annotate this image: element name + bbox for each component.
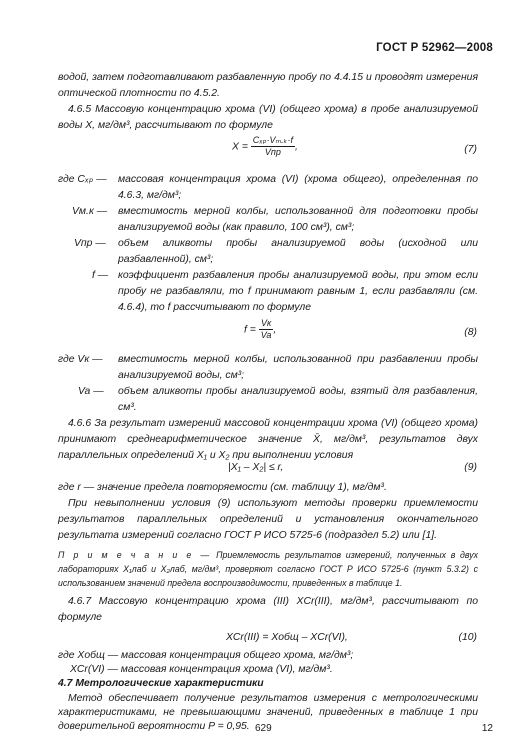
- formula-10-number: (10): [458, 632, 477, 643]
- definition-term: f —: [92, 270, 109, 281]
- formula-7: X = $\frac{\text{Cₓₚ·Vₘ.ₖ·f}}{\text{Vпр}}$ ,: [232, 135, 298, 157]
- formula-8: f = $\frac{Vк}{Va}$ ,: [244, 318, 277, 340]
- note-label: П р и м е ч а н и е —: [58, 550, 212, 560]
- definition-term: Vпр —: [74, 238, 106, 249]
- paragraph-4-6-7: 4.6.7 Массовую концентрацию хрома (III) XCr(III), мг/дм³, рассчитывают по формуле: [58, 596, 478, 623]
- formula-7-lhs: X =: [232, 141, 251, 153]
- formula-7-fraction: [251, 135, 295, 158]
- section-4-7-heading: 4.7 Метрологические характеристики: [58, 678, 264, 689]
- page-number-right: 12: [481, 723, 493, 734]
- definition-term: где Vк —: [58, 354, 103, 365]
- definition-x-total: где Xобщ — массовая концентрация общего хрома, мг/дм³;: [58, 650, 354, 661]
- formula-10: XCr(III) = Xобщ – XCr(VI),: [226, 632, 348, 643]
- formula-7-denominator: Vпр: [264, 147, 281, 157]
- formula-8-numerator: Vк: [260, 318, 272, 328]
- formula-8-number: (8): [464, 327, 477, 338]
- formula-8-fraction: [259, 318, 274, 341]
- paragraph-4-6-5: 4.6.5 Массовую концентрацию хрома (VI) (общего хрома) в пробе анализируемой воды X, мг/дм³, рассчитывают по формуле: [58, 104, 478, 131]
- definition-term: Va —: [78, 386, 104, 397]
- formula-7-numerator: Cₓₚ·Vₘ.ₖ·f: [252, 135, 293, 145]
- definition-text: вместимость мерной колбы, использованной для подготовки пробы анализируемой воды (как правило, 100 см³), см³;: [118, 206, 478, 233]
- formula-8-lhs: f =: [244, 324, 259, 336]
- definition-text: объем аликвоты пробы анализируемой воды (исходной или разбавленной), см³;: [118, 238, 478, 265]
- definition-x-cr-vi: XCr(VI) — массовая концентрация хрома (VI), мг/дм³.: [70, 664, 333, 675]
- note-text: Приемлемость результатов измерений, полученных в двух лабораториях X₁лаб и X₂лаб, мг/дм³, проверяют согласно ГОСТ Р ИСО 5725-6 (пункт 5.3.2) с использованием значений предела воспроизводимости, приведенных в таблице 1.: [58, 550, 478, 588]
- definition-term: где Cₓₚ —: [58, 174, 107, 185]
- paragraph-r-definition: где r — значение предела повторяемости (см. таблицу 1), мг/дм³.: [58, 482, 387, 493]
- paragraph-condition-failure: При невыполнении условия (9) используют методы проверки приемлемости результатов параллельных определений и установления окончательного результата измерений согласно ГОСТ Р ИСО 5725-6 (подраздел 5.2) или [1].: [58, 498, 478, 541]
- paragraph-4-6-6: 4.6.6 За результат измерений массовой концентрации хрома (VI) (общего хрома) принимают среднеарифметическое значение X̄, мг/дм³, результатов двух параллельных определений X₁ и X₂ при выполнении условия: [58, 418, 478, 461]
- paragraph-continuation: водой, затем подготавливают разбавленную пробу по 4.4.15 и проводят измерения оптической плотности по 4.5.2.: [58, 72, 478, 99]
- formula-8-denominator: Va: [260, 330, 272, 340]
- formula-9-number: (9): [464, 462, 477, 473]
- definition-text: массовая концентрация хрома (VI) (хрома общего), определенная по 4.6.3, мг/дм³;: [118, 174, 478, 201]
- note-block: [58, 548, 478, 590]
- definition-text: объем аликвоты пробы анализируемой воды, взятый для разбавления, см³.: [118, 386, 478, 413]
- definition-term: Vм.к —: [72, 206, 108, 217]
- formula-7-number: (7): [464, 144, 477, 155]
- paragraph-4-7: Метод обеспечивает получение результатов измерения с метрологическими характеристиками, не превышающими значений, приведенных в таблице 1 при доверительной вероятности P = 0,95.: [58, 693, 478, 732]
- formula-9: |X₁ – X₂| ≤ r,: [228, 462, 284, 473]
- document-header: ГОСТ Р 52962—2008: [376, 42, 493, 54]
- page-number-center: 629: [255, 723, 272, 734]
- definition-text: вместимость мерной колбы, использованной при разбавлении пробы анализируемой воды, см³;: [118, 354, 478, 381]
- definition-text: коэффициент разбавления пробы анализируемой воды, при этом если пробу не разбавляли, то f принимают равным 1, если разбавляли (см. 4.6.4), то f рассчитывают по формуле: [118, 270, 478, 313]
